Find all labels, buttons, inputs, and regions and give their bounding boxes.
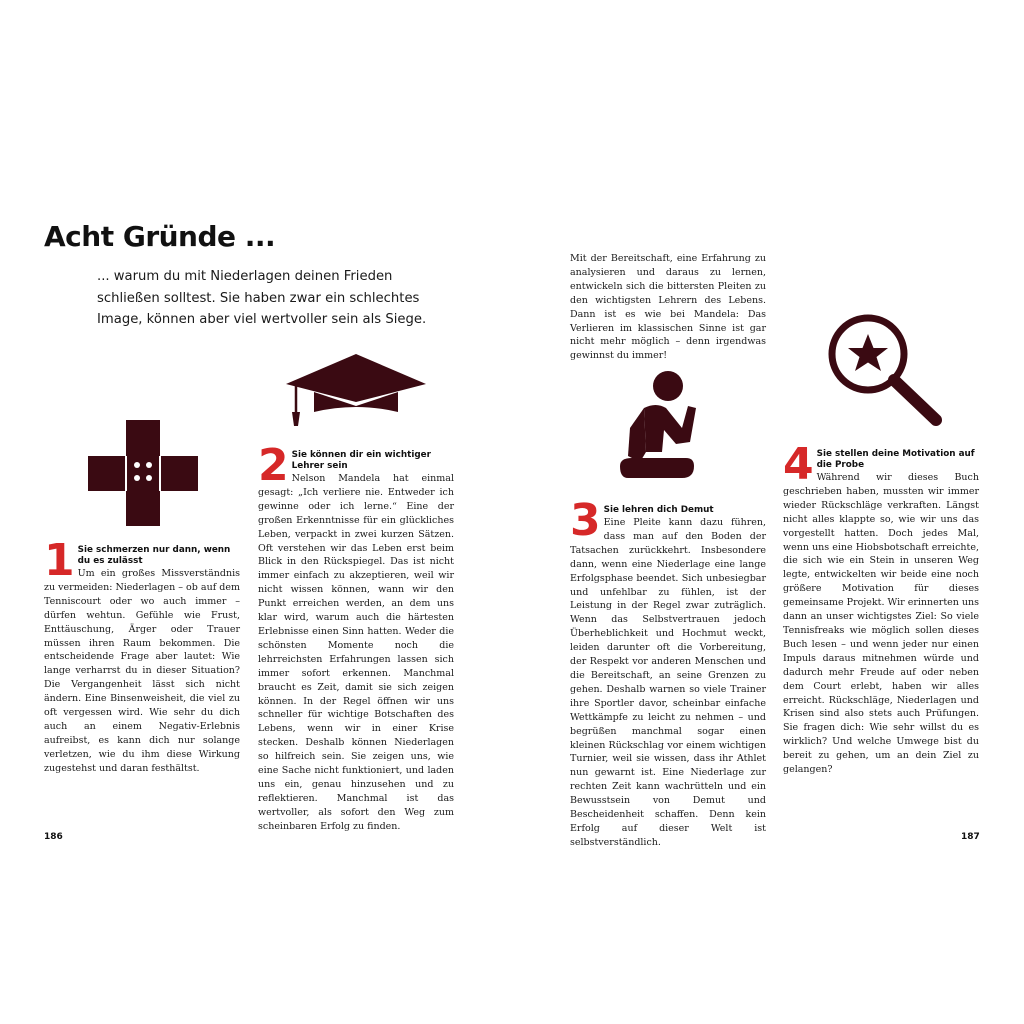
reason-2-number: 2: [258, 440, 289, 491]
magnifier-star-icon: [826, 314, 942, 430]
reason-3: [570, 495, 766, 850]
reason-1-heading-block: [44, 535, 240, 586]
reason-1-heading: Sie schmerzen nur dann, wenn du es zulässt: [77, 545, 231, 566]
reason-2-heading: Sie können dir ein wichtiger Lehrer sein: [291, 450, 431, 471]
page-number-left: 186: [44, 832, 63, 842]
reason-3-heading: Sie lehren dich Demut: [603, 505, 714, 515]
intro-text: ... warum du mit Niederlagen deinen Frieden schließen solltest. Sie haben zwar ein schlechtes Image, können aber viel wertvoller sein als Siege.: [97, 269, 427, 327]
reason-4-heading: Sie stellen deine Motivation auf die Probe: [816, 449, 975, 470]
reason-2-heading-block: [258, 440, 454, 491]
intro-continuation-text: Mit der Bereitschaft, eine Erfahrung zu analysieren und daraus zu lernen, entwickeln sich die bittersten Pleiten zu den wichtigsten Lehrern des Lebens. Dann ist es wie bei Mandela: Das Verlieren im klassischen Sinne ist gar nicht mehr möglich – denn irgendwas gewinnst du immer!: [570, 253, 766, 362]
bandage-cross-icon: [88, 420, 200, 530]
reason-4: [783, 439, 980, 777]
reason-1-body: Um ein großes Missverständnis zu vermeiden: Niederlagen – ob auf dem Tenniscourt oder wo auch immer – dürfen wehtun. Gefühle wie Frust, Enttäuschung, Ärger oder Trauer müssen ihren Raum bekommen. Die entscheidende Frage aber lautet: Wie lange verharrst du in dieser Situation? Die Vergangenheit lässt sich nicht ändern. Eine Binsenweisheit, die viel zu oft vergessen wird. Wie sehr du dich auch an einem Negativ-Erlebnis aufreibst, es kann dich nur solange verletzen, wie du ihm diese Wirkung zugestehst und daran festhältst.: [44, 568, 240, 774]
page-number-right: 187: [961, 832, 980, 842]
reason-3-heading-block: [570, 495, 766, 546]
reason-4-body: Während wir dieses Buch geschrieben haben, mussten wir immer wieder Rückschläge verkraften. Längst nicht alles klappte so, wie wir uns das vorgestellt hatten. Doch jedes Mal, wenn uns eine Hiobsbotschaft erreichte, die sich wie ein Stein in unseren Weg legte, entwickelten wir beide eine noch größere Motivation für dieses gemeinsame Projekt. Wir erinnerten uns dann an unser wichtigstes Ziel: So viele Tennisfreaks wie möglich sollen dieses Buch lesen – und wenn jeder nur einen Impuls daraus mitnehmen würde und dadurch mehr Freude auf oder neben dem Court erlebt, haben wir alles erreicht. Rückschläge, Niederlagen und Krisen sind also stets auch Prüfungen. Sie fragen dich: Wie sehr willst du es wirklich? Und welche Umwege bist du bereit zu gehen, um an dein Ziel zu gelangen?: [783, 472, 980, 776]
kneeling-person-icon: [616, 368, 696, 484]
reason-4-number: 4: [783, 439, 814, 490]
reason-1: [44, 535, 240, 776]
reason-3-number: 3: [570, 495, 601, 546]
reason-2-body: Nelson Mandela hat einmal gesagt: „Ich verliere nie. Entweder ich gewinne oder ich lerne.“ Eine der großen Erkenntnisse für ein glückliches Leben, verpackt in zwei kurzen Sätzen. Oft verstehen wir das Leben erst beim Blick in den Rückspiegel. Das ist nicht immer einfach zu akzeptieren, weil wir nicht wissen können, wann wir den Punkt erreichen werden, an dem uns klar wird, warum auch die härtesten Erlebnisse einen Sinn hatten. Weder die schönsten Momente noch die lehrreichsten Erfahrungen lassen sich immer sofort erkennen. Manchmal braucht es Zeit, damit sie sich zeigen können. In der Regel öffnen wir uns schneller für wichtige Botschaften des Lebens, wenn wir in einer Krise stecken. Deshalb können Niederlagen so hilfreich sein. Sie zeigen uns, wie eine Sache nicht funktioniert, und laden uns ein, genau hinzusehen und zu reflektieren. Manchmal ist das wertvoller, als sofort den Weg zum scheinbaren Erfolg zu finden.: [258, 473, 454, 832]
reason-2: [258, 440, 454, 834]
graduation-cap-icon: [286, 354, 426, 434]
page-title: Acht Gründe ...: [44, 220, 276, 253]
intro-continuation: [570, 252, 766, 363]
reason-3-body: Eine Pleite kann dazu führen, dass man auf den Boden der Tatsachen zurückkehrt. Insbesondere dann, wenn eine Niederlage eine lange Erfolgsphase beendet. Sich unbesiegbar und unfehlbar zu fühlen, ist der Leistung in der Regel zwar zuträglich. Wenn das Selbstvertrauen jedoch Überheblichkeit und Hochmut weckt, leiden darunter oft die Vorbereitung, der Respekt vor anderen Menschen und die Bereitschaft, an seine Grenzen zu gehen. Deshalb warnen so viele Trainer ihre Sportler davor, scheinbar einfache Wettkämpfe zu leicht zu nehmen – und begrüßen manchmal sogar einen kleinen Rückschlag vor einem wichtigen Turnier, weil sie wissen, dass ihr Athlet nun gewarnt ist. Eine Niederlage zur rechten Zeit kann wachrütteln und ein Bewusstsein von Demut und Bescheidenheit schaffen. Denn kein Erfolg auf dieser Welt ist selbstverständlich.: [570, 517, 766, 848]
reason-1-number: 1: [44, 535, 75, 586]
reason-4-heading-block: [783, 439, 979, 490]
